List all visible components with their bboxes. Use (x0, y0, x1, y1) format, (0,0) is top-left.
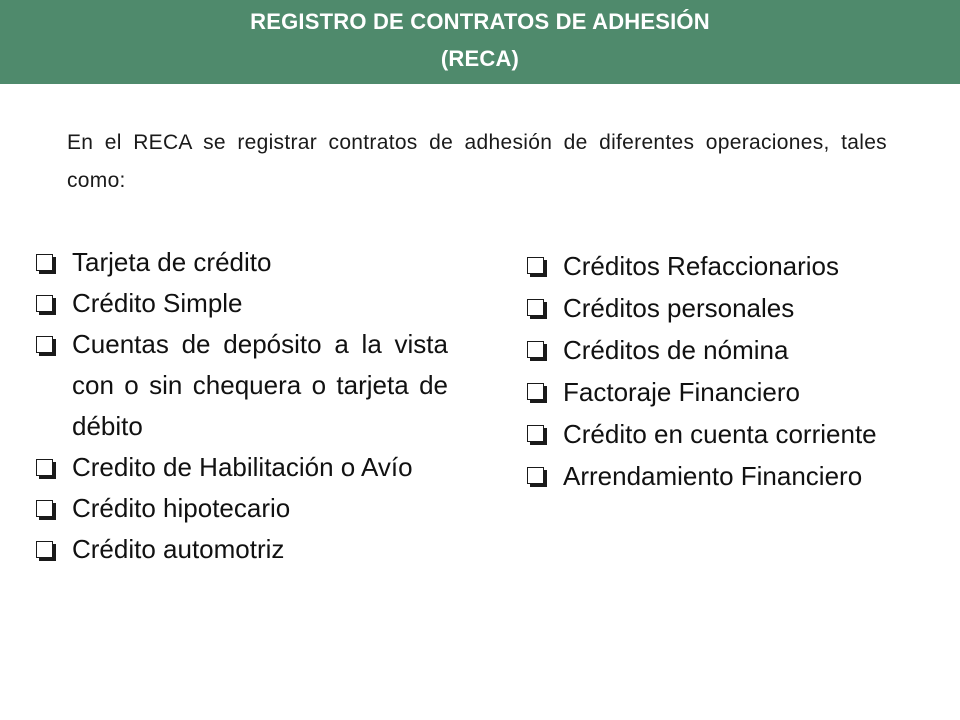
list-item (36, 324, 448, 447)
list-item-label: Crédito Simple (72, 288, 243, 318)
list-item (527, 329, 917, 371)
list-item (36, 447, 448, 488)
list-item (527, 455, 917, 497)
list-item (527, 287, 917, 329)
square-bullet-icon (527, 467, 544, 484)
list-item (36, 488, 448, 529)
list-item (36, 529, 448, 570)
list-item-label: Tarjeta de crédito (72, 247, 272, 277)
list-item (36, 242, 448, 283)
square-bullet-icon (36, 500, 53, 517)
square-bullet-icon (527, 299, 544, 316)
page-subtitle: (RECA) (440, 46, 520, 71)
square-bullet-icon (527, 257, 544, 274)
right-operations-list (527, 245, 917, 497)
list-item-label: Crédito en cuenta corriente (563, 419, 877, 449)
square-bullet-icon (527, 341, 544, 358)
square-bullet-icon (36, 459, 53, 476)
list-item (527, 413, 917, 455)
page-title: REGISTRO DE CONTRATOS DE ADHESIÓN (250, 9, 710, 34)
list-item-label: Crédito automotriz (72, 534, 285, 564)
list-item-label: Créditos Refaccionarios (563, 251, 840, 281)
list-item-label: Credito de Habilitación o Avío (72, 452, 413, 482)
list-item-label: Factoraje Financiero (563, 377, 800, 407)
list-item (527, 245, 917, 287)
intro-paragraph: En el RECA se registrar contratos de adhesión de diferentes operaciones, tales como: (67, 131, 887, 192)
square-bullet-icon (36, 541, 53, 558)
square-bullet-icon (36, 336, 53, 353)
list-item-label: Cuentas de depósito a la vista con o sin chequera o tarjeta de débito (72, 329, 448, 441)
square-bullet-icon (36, 254, 53, 271)
list-item-label: Créditos personales (563, 293, 795, 323)
title-banner (0, 0, 960, 84)
list-item-label: Arrendamiento Financiero (563, 461, 863, 491)
square-bullet-icon (527, 425, 544, 442)
list-item-label: Crédito hipotecario (72, 493, 291, 523)
list-item (527, 371, 917, 413)
list-item (36, 283, 448, 324)
left-operations-list (36, 242, 448, 570)
square-bullet-icon (527, 383, 544, 400)
square-bullet-icon (36, 295, 53, 312)
list-item-label: Créditos de nómina (563, 335, 789, 365)
